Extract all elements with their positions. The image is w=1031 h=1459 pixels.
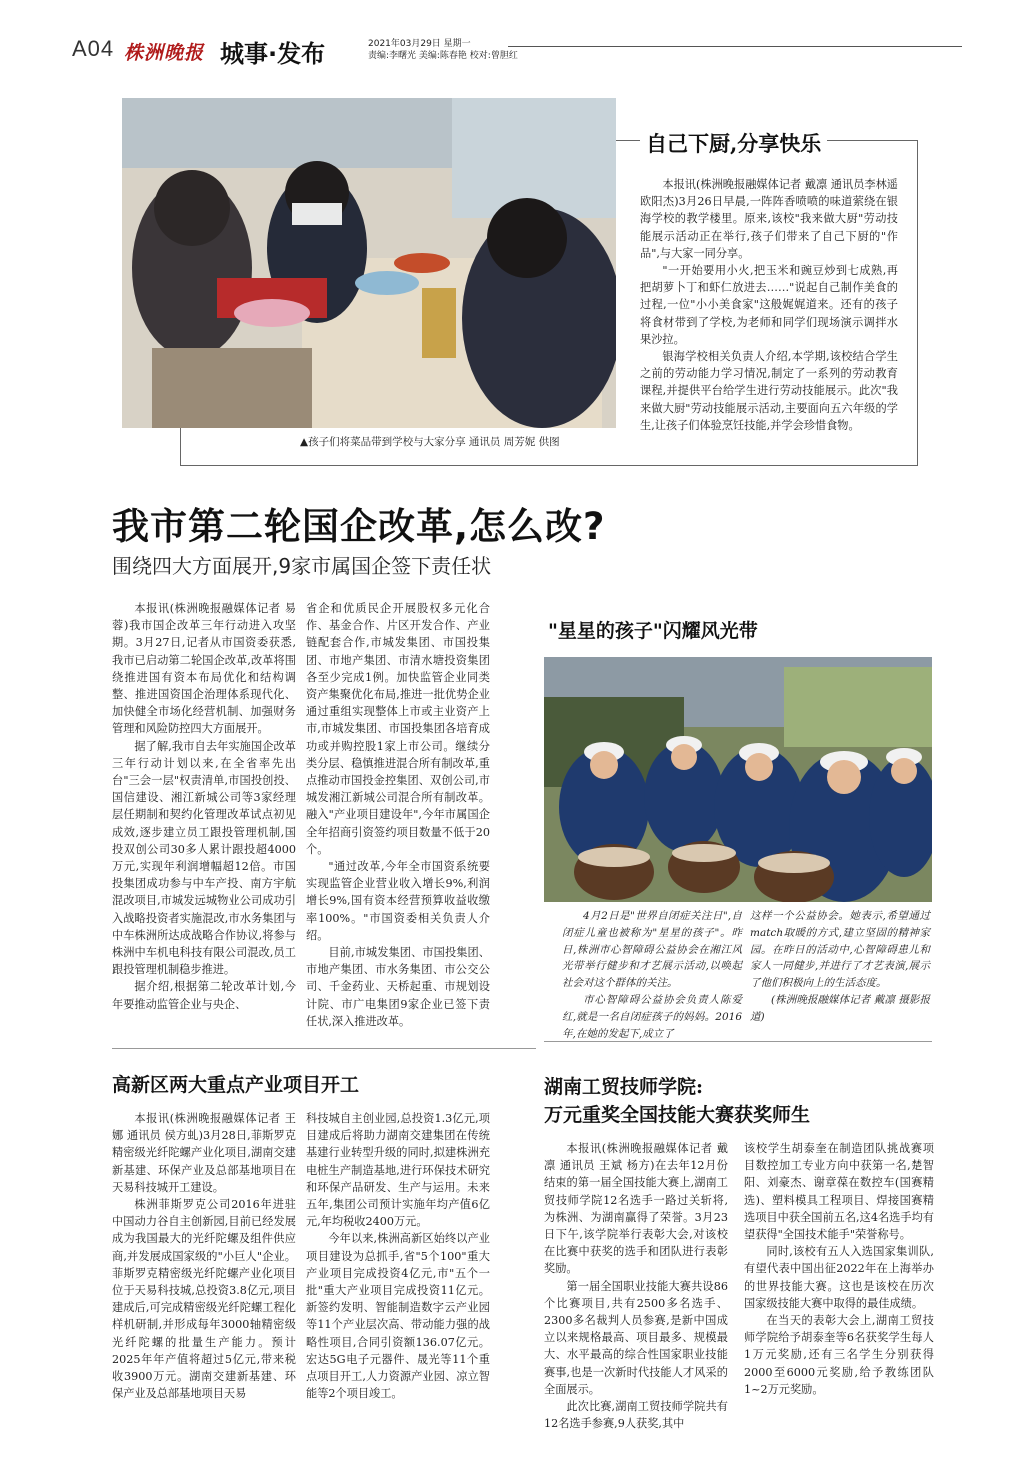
paragraph: 株洲菲斯罗克公司2016年进驻中国动力谷自主创新园,目前已经发展成为我国最大的光纤陀螺及组件供应商,并发展成国家级的"小巨人"企业。菲斯罗克精密级光纤陀螺产业化项目位于天易科技城,总投资3.8亿元,项目建成后,可完成精密级光纤陀螺工程化样机研制,并形成每年3000轴精密级光纤陀螺的批量生产能力。预计2025年年产值将超过5亿元,带来税收3900万元。湖南交建新基建、环保产业及总部基地项目天易 (112, 1198, 296, 1401)
hitech-story-title: 高新区两大重点产业项目开工 (112, 1074, 360, 1096)
paragraph: 科技城自主创业园,总投资1.3亿元,项目建成后将助力湖南交建集团在传统基建行业转型升级的同时,拟建株洲充电桩生产制造基地,进行环保技术研究和环保产品研发、生产与运用。未来五年,集团公司预计实施年均产值6亿元,年均税收2400万元。 (306, 1112, 490, 1229)
top-story-body (640, 176, 898, 434)
paragraph: 目前,市城发集团、市国投集团、市地产集团、市水务集团、市公交公司、千金药业、天桥起重、市规划设计院、市广电集团9家企业已签下责任状,深入推进改革。 (306, 946, 490, 1028)
paragraph: 在当天的表彰大会上,湖南工贸技师学院给予胡泰奎等6名获奖学生每人1万元奖励,还有三名学生分别获得2000至6000元奖励,给予教练团队1~2万元奖励。 (744, 1314, 934, 1396)
paragraph: 本报讯(株洲晚报融媒体记者 易蓉)我市国企改革三年行动进入攻坚期。3月27日,记者从市国资委获悉,我市已启动第二轮国企改革,改革将围绕推进国有资本布局优化和结构调整、推进国资国企治理体系现代化、加快健全市场化经营机制、加强财务管理和风险防控四大方面展开。 (112, 602, 296, 736)
paragraph: (株洲晚报融媒体记者 戴凛 摄影报道) (750, 993, 930, 1023)
paragraph: "通过改革,今年全市国资系统要实现监管企业营业收入增长9%,利润增长9%,国有资本经营预算收益收缴率100%。"市国资委相关负责人介绍。 (306, 860, 490, 942)
issue-editors: 责编:李曙光 美编:陈春艳 校对:曾胆红 (368, 51, 518, 61)
hitech-story-column-2 (306, 1110, 490, 1402)
drum-performance-photo (544, 657, 932, 902)
stars-caption-column-2 (750, 908, 930, 1026)
main-subheadline: 围绕四大方面展开,9家市属国企签下责任状 (112, 554, 492, 578)
paragraph: 4月2日是"世界自闭症关注日",自闭症儿童也被称为"星星的孩子"。昨日,株洲市心智障碍公益协会在湘江风光带举行健步和才艺展示活动,以唤起社会对这个群体的关注。 (562, 910, 742, 990)
paragraph: 第一届全国职业技能大赛共设86个比赛项目,共有2500多名选手、2300多名裁判人员参赛,是新中国成立以来规格最高、项目最多、规模最大、水平最高的综合性国家职业技能赛事,也是一次新时代技能人才风采的全面展示。 (544, 1279, 728, 1396)
drum-photo-illustration (544, 657, 932, 902)
paragraph: 此次比赛,湖南工贸技师学院共有12名选手参赛,9人获奖,其中 (544, 1400, 728, 1431)
stars-caption-column-1 (562, 908, 742, 1042)
skills-story-column-1 (544, 1140, 728, 1432)
main-story-column-2 (306, 600, 490, 1030)
paragraph: 银海学校相关负责人介绍,本学期,该校结合学生之前的劳动能力学习情况,制定了一系列的劳动教育课程,并提供平台给学生进行劳动技能展示。此次"我来做大厨"劳动技能展示活动,主要面向五六年级的学生,让孩子们体验烹饪技能,并学会珍惜食物。 (640, 350, 898, 432)
section-title: 城事·发布 (220, 40, 326, 68)
paragraph: 这样一个公益协会。她表示,希望通过match取暖的方式,建立坚固的精神家园。在昨日的活动中,心智障碍患儿和家人一同健步,并进行了才艺表演,展示了他们积极向上的生活态度。 (750, 910, 930, 990)
paragraph: 据介绍,根据第二轮改革计划,今年要推动监管企业与央企、 (112, 980, 296, 1011)
issue-info (368, 38, 518, 62)
paragraph: 本报讯(株洲晚报融媒体记者 戴凛 通讯员李林遥 欧阳杰)3月26日早晨,一阵阵香喷喷的味道萦绕在银海学校的教学楼里。原来,该校"我来做大厨"劳动技能展示活动正在举行,孩子们带来了自己下厨的"作品",与大家一同分享。 (640, 178, 898, 260)
top-photo-caption: ▲孩子们将菜品带到学校与大家分享 通讯员 周芳妮 供图 (300, 436, 560, 448)
top-story-title: 自己下厨,分享快乐 (640, 128, 827, 158)
hitech-story-column-1 (112, 1110, 296, 1402)
stars-story-title: "星星的孩子"闪耀风光带 (548, 620, 758, 642)
main-story-column-1 (112, 600, 296, 1013)
paragraph: 同时,该校有五人入选国家集训队,有望代表中国出征2022年在上海举办的世界技能大赛。这也是该校在历次国家级技能大赛中取得的最佳成绩。 (744, 1245, 934, 1310)
paragraph: 省企和优质民企开展股权多元化合作、基金合作、片区开发合作、产业链配套合作,市城发集团、市国投集团、市地产集团、市清水塘投资集团各至少完成1例。加快监管企业同类资产集聚优化布局,推进一批优势企业通过重组实现整体上市或主业资产上市,市城发集团、市国投集团各培育成功或并购控股1家上市公司。继续分类分层、稳慎推进混合所有制改革,重点推动市国投金控集团、双创公司,市城发湘江新城公司混合所有制改革。融入"产业项目建设年",今年市属国企全年招商引资签约项目数量不低于20个。 (306, 602, 490, 856)
skills-story-title: 湖南工贸技师学院: (544, 1076, 704, 1098)
skills-story-column-2 (744, 1140, 934, 1398)
section-divider (112, 1048, 536, 1049)
paragraph: 今年以来,株洲高新区始终以产业项目建设为总抓手,省"5个100"重大产业项目完成投资4亿元,市"五个一批"重大产业项目完成投资11亿元。新签约发明、智能制造数字云产业园等11个产业层次高、带动能力强的战略性项目,合同引资额136.07亿元。宏达5G电子元器件、晟光等11个重点项目开工,人力资源产业园、凉立智能等2个项目竣工。 (306, 1232, 490, 1401)
issue-date: 2021年03月29日 星期一 (368, 39, 471, 49)
main-headline: 我市第二轮国企改革,怎么改? (112, 505, 606, 548)
paragraph: 该校学生胡泰奎在制造团队挑战赛项目数控加工专业方向中获第一名,楚智阳、刘豪杰、谢章葆在数控车(国赛精选)、塑料模具工程项目、焊接国赛精选项目中获全国前五名,这4名选手均有望获得"全国技术能手"荣誉称号。 (744, 1142, 934, 1242)
newspaper-logo: 株洲晚报 (124, 42, 205, 64)
header-rule (508, 46, 962, 47)
skills-story-title-line-2: 万元重奖全国技能大赛获奖师生 (544, 1104, 811, 1126)
paragraph: 市心智障碍公益协会负责人陈爱红,就是一名自闭症孩子的妈妈。2016年,在她的发起下,成立了 (562, 993, 742, 1040)
cooking-photo (122, 98, 616, 428)
paragraph: 本报讯(株洲晚报融媒体记者 戴凛 通讯员 王斌 杨方)在去年12月份结束的第一届全国技能大赛上,湖南工贸技师学院12名选手一路过关斩将,为株洲、为湖南赢得了荣誉。3月23日下午,该学院举行表彰大会,对该校在比赛中获奖的选手和团队进行表彰奖励。 (544, 1142, 728, 1276)
paragraph: 据了解,我市自去年实施国企改革三年行动计划以来,在全省率先出台"三会一层"权责清单,市国投创投、国信建设、湘江新城公司等3家经理层任期制和契约化管理改革试点初见成效,逐步建立员工跟投管理机制,国投双创公司30多人累计跟投超4000万元,实现年利润增幅超12倍。市国投集团成功参与中车产投、南方宇航混改项目,市城发远城物业公司成功引入战略投资者实施混改,市水务集团与中车株洲所达成战略合作协议,将参与株洲中车机电科技有限公司混改,员工跟投管理机制稳步推进。 (112, 739, 296, 977)
cooking-photo-illustration (122, 98, 616, 428)
paragraph: 本报讯(株洲晚报融媒体记者 王娜 通讯员 侯方虬)3月28日,菲斯罗克精密级光纤陀螺产业化项目,湖南交建新基建、环保产业及总部基地项目在天易科技城开工建设。 (112, 1112, 296, 1194)
paragraph: "一开始要用小火,把玉米和豌豆炒到七成熟,再把胡萝卜丁和虾仁放进去……"说起自己制作美食的过程,一位"小小美食家"这般娓娓道来。还有的孩子将食材带到了学校,为老师和同学们现场演示调拌水果沙拉。 (640, 264, 898, 346)
page-code: A04 (72, 36, 115, 61)
